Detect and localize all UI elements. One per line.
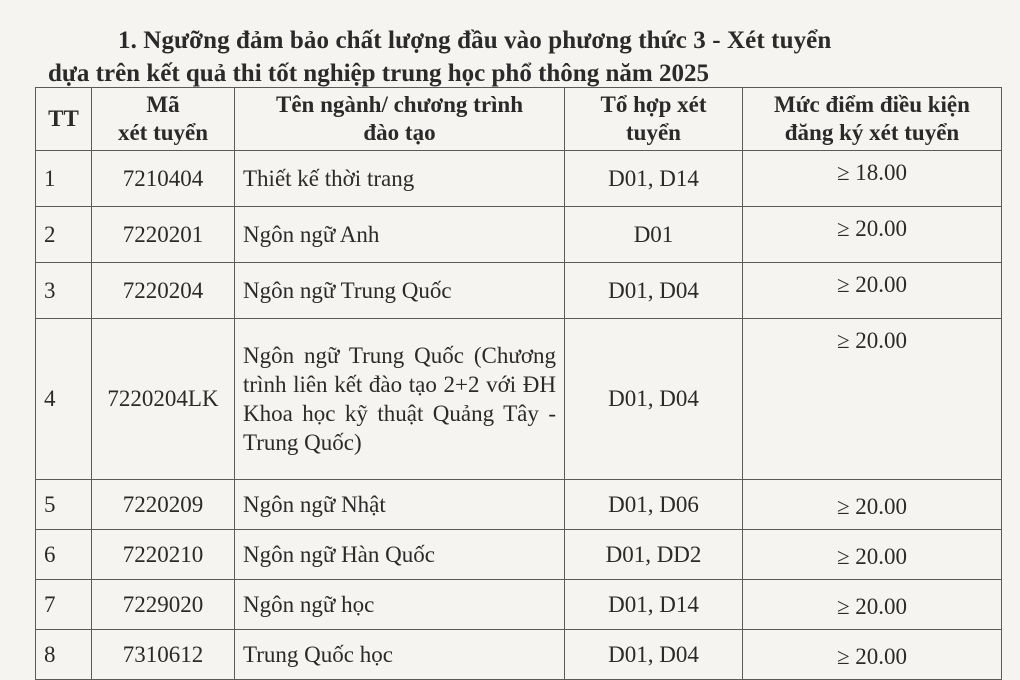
row-subject-combination: D01 — [565, 207, 743, 263]
header-name-line-2: đào tạo — [363, 120, 436, 145]
row-min-score: ≥ 20.00 — [743, 207, 1002, 263]
row-tt: 2 — [36, 207, 92, 263]
header-combo-line-1: Tổ hợp xét — [600, 92, 707, 117]
row-subject-combination: D01, D04 — [565, 263, 743, 319]
row-program-name: Ngôn ngữ Trung Quốc (Chương trình liên kết đào tạo 2+2 với ĐH Khoa học kỹ thuật Quảng Tây - Trung Quốc) — [235, 319, 565, 480]
row-subject-combination: D01, D14 — [565, 580, 743, 630]
row-tt: 7 — [36, 580, 92, 630]
row-code: 7220209 — [92, 480, 235, 530]
row-program-name: Ngôn ngữ Hàn Quốc — [235, 530, 565, 580]
heading-line-1: 1. Ngưỡng đảm bảo chất lượng đầu vào phương thức 3 - Xét tuyển — [118, 27, 832, 54]
table-header-row — [36, 88, 1002, 151]
table-row — [36, 480, 1002, 530]
row-min-score: ≥ 20.00 — [743, 319, 1002, 480]
row-program-name: Ngôn ngữ Nhật — [235, 480, 565, 530]
row-subject-combination: D01, DD2 — [565, 530, 743, 580]
row-subject-combination: D01, D04 — [565, 319, 743, 480]
header-min-score — [743, 88, 1002, 151]
header-program-name — [235, 88, 565, 151]
header-name-line-1: Tên ngành/ chương trình — [275, 92, 524, 117]
row-code: 7310612 — [92, 630, 235, 680]
row-min-score: ≥ 20.00 — [743, 630, 1002, 680]
header-tt: TT — [36, 88, 92, 151]
row-program-name: Ngôn ngữ Anh — [235, 207, 565, 263]
row-subject-combination: D01, D06 — [565, 480, 743, 530]
row-program-name: Thiết kế thời trang — [235, 151, 565, 207]
row-tt: 6 — [36, 530, 92, 580]
row-min-score: ≥ 20.00 — [743, 530, 1002, 580]
row-tt: 4 — [36, 319, 92, 480]
row-program-name: Ngôn ngữ Trung Quốc — [235, 263, 565, 319]
row-program-name: Trung Quốc học — [235, 630, 565, 680]
table-row — [36, 319, 1002, 480]
table-row — [36, 630, 1002, 680]
table-row — [36, 580, 1002, 630]
header-code — [92, 88, 235, 151]
table-row — [36, 263, 1002, 319]
row-subject-combination: D01, D04 — [565, 630, 743, 680]
row-code: 7220210 — [92, 530, 235, 580]
row-tt: 5 — [36, 480, 92, 530]
row-min-score: ≥ 20.00 — [743, 263, 1002, 319]
row-code: 7220201 — [92, 207, 235, 263]
admission-threshold-table — [35, 87, 1002, 680]
row-code: 7229020 — [92, 580, 235, 630]
row-min-score: ≥ 20.00 — [743, 480, 1002, 530]
row-tt: 1 — [36, 151, 92, 207]
row-program-name: Ngôn ngữ học — [235, 580, 565, 630]
header-combo-line-2: tuyển — [626, 120, 681, 145]
row-code: 7220204LK — [92, 319, 235, 480]
header-subject-combination — [565, 88, 743, 151]
header-score-line-1: Mức điểm điều kiện — [774, 92, 970, 117]
row-tt: 3 — [36, 263, 92, 319]
table-row — [36, 530, 1002, 580]
row-tt: 8 — [36, 630, 92, 680]
row-code: 7210404 — [92, 151, 235, 207]
table-row — [36, 151, 1002, 207]
header-code-line-2: xét tuyển — [117, 120, 209, 145]
heading-line-2: dựa trên kết quả thi tốt nghiệp trung học phổ thông năm 2025 — [48, 60, 709, 87]
row-subject-combination: D01, D14 — [565, 151, 743, 207]
row-code: 7220204 — [92, 263, 235, 319]
header-score-line-2: đăng ký xét tuyển — [784, 120, 960, 145]
row-min-score: ≥ 20.00 — [743, 580, 1002, 630]
row-min-score: ≥ 18.00 — [743, 151, 1002, 207]
table-row — [36, 207, 1002, 263]
header-code-line-1: Mã — [146, 92, 180, 117]
